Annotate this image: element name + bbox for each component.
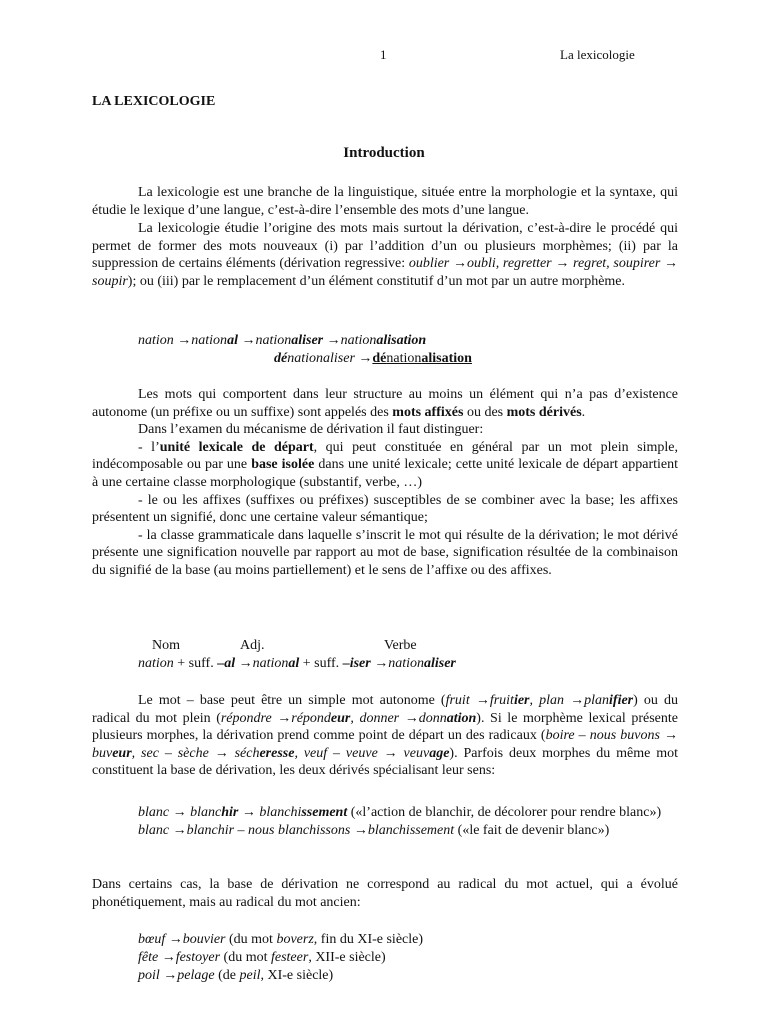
section-title: Introduction — [343, 145, 425, 161]
paragraph-ancient-base — [92, 876, 678, 911]
column-header-verb: Verbe — [384, 638, 417, 653]
example-boeuf: bœuf →bouvier (du mot boverz, fin du XI-e siècle) — [138, 932, 424, 947]
paragraph-text: Le mot – base peut être un simple mot autonome (fruit →fruitier, plan →planifier) ou du radical du mot plein (répondre →répondeur, donner →donnation). Si le morphème lexical présente plusieurs morphes, la dérivation prend comme point de départ un des radicaux (boire – nous buvons → buveur, sec – sèche → sécheresse, veuf – veuve → veuvage). Parfois deux morphes du même mot constituent la base de dérivation, les deux dérivés spécialisant leur sens: — [92, 693, 679, 779]
example-fete: fête →festoyer (du mot festeer, XII-e siècle) — [138, 950, 386, 965]
column-header-noun: Nom — [152, 638, 180, 653]
column-header-adjective: Adj. — [240, 638, 265, 653]
example-line: blanc → blanchir → blanchissement («l’action de blanchir, de décolorer pour rendre blanc») — [138, 805, 662, 820]
paragraph-text: Dans certains cas, la base de dérivation ne correspond au radical du mot actuel, qui a évolué phonétiquement, mais au radical du mot ancien: — [92, 877, 678, 910]
running-header: La lexicologie — [560, 47, 635, 62]
paragraph-definition — [92, 184, 678, 219]
example-nation-line2: dénationaliser →dénationalisation — [274, 351, 472, 366]
paragraph-text: Dans l’examen du mécanisme de dérivation il faut distinguer: — [138, 422, 484, 438]
paragraph-text: La lexicologie est une branche de la linguistique, située entre la morphologie et la syntaxe, qui étudie le lexique d’une langue, c’est-à-dire l’ensemble des mots d’une langue. — [92, 185, 678, 218]
page-number: 1 — [380, 47, 387, 62]
example-poil: poil →pelage (de peil, XI-e siècle) — [138, 968, 334, 983]
paragraph-derivation — [92, 220, 678, 290]
list-item: - la classe grammaticale dans laquelle s’inscrit le mot qui résulte de la dérivation; le mot dérivé présente une signification nouvelle par rapport au mot de base, signification résultée de la combinaison du signifié de la base (au moins partiellement) et le sens de l’affixe ou des affixes. — [92, 527, 678, 578]
document-title: LA LEXICOLOGIE — [92, 94, 216, 109]
example-nation-line1: nation →national →nationaliser →nationalisation — [138, 333, 427, 348]
example-line: blanc →blanchir – nous blanchissons →blanchissement («le fait de devenir blanc») — [138, 822, 610, 838]
example-class-change: nation + suff. –al →national + suff. –iser →nationaliser — [138, 656, 456, 671]
list-item: - le ou les affixes (suffixes ou préfixes) susceptibles de se combiner avec la base; les affixes présentent un signifié, donc une certaine valeur sémantique; — [92, 492, 678, 526]
paragraph-text: Les mots qui comportent dans leur structure au moins un élément qui n’a pas d’existence autonome (un préfixe ou un suffixe) sont appelés des mots affixés ou des mots dérivés. — [92, 387, 678, 420]
paragraph-affixed-words — [92, 386, 678, 580]
list-item: - l’unité lexicale de départ, qui peut constituée en général par un mot plein simple, indécomposable ou par une base isolée dans une unité lexicale; cette unité lexicale de départ appartient à une certaine classe morphologique (substantif, verbe, …) — [92, 439, 679, 490]
example-blanc — [138, 804, 678, 839]
paragraph-base-word — [92, 692, 678, 780]
paragraph-text: La lexicologie étudie l’origine des mots mais surtout la dérivation, c’est-à-dire le procédé qui permet de former des mots nouveaux (i) par l’addition d’un ou plusieurs morphèmes; (ii) par la suppression de certains éléments (dérivation regressive: oublier →oubli, regretter → regret, soupirer → soupir); ou (iii) par le remplacement d’un élément constitutif d’un mot par un autre morphème. — [92, 221, 678, 289]
